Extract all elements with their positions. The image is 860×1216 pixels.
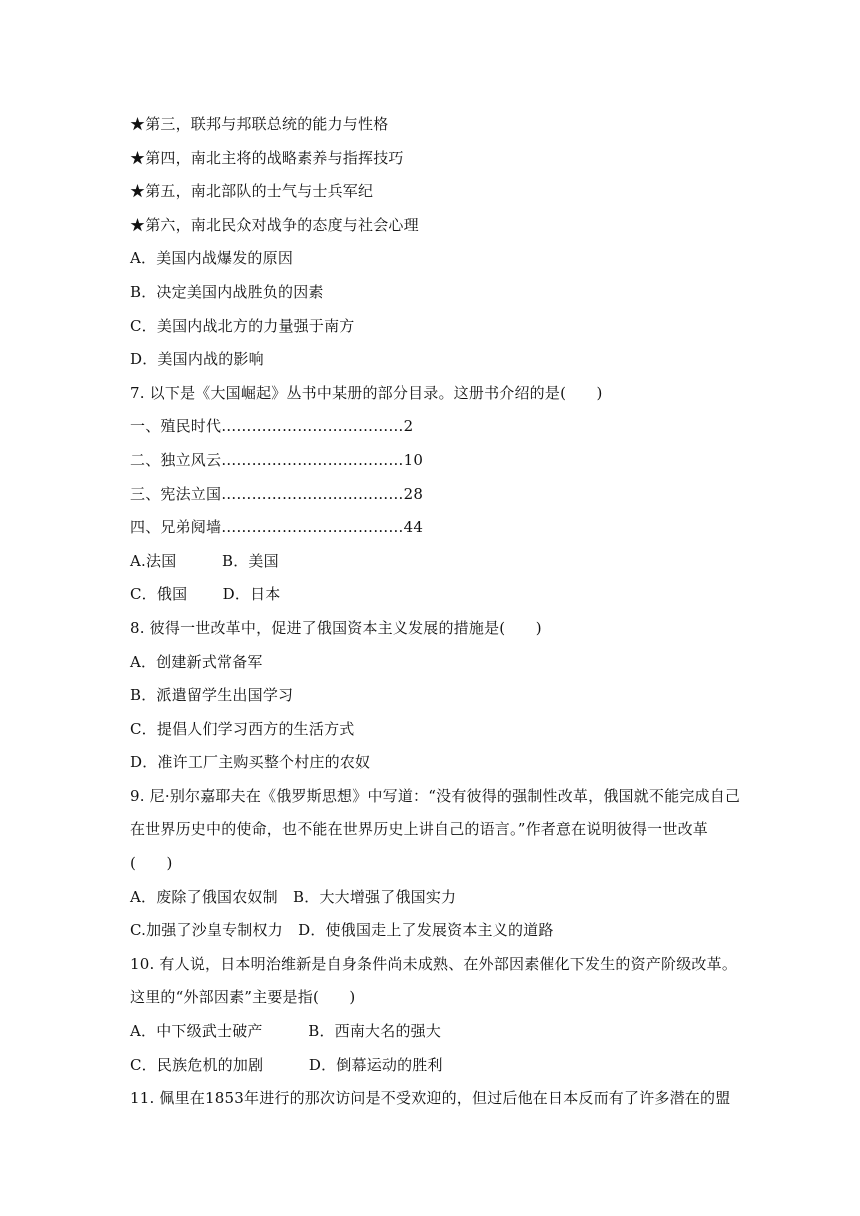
option-line: A．美国内战爆发的原因 — [130, 249, 294, 268]
toc-line: 一、殖民时代………………………………2 — [130, 417, 414, 436]
question-11: 11. 佩里在1853年进行的那次访问是不受欢迎的，但过后他在日本反而有了许多潜在的盟 — [130, 1089, 731, 1108]
option-line: C．民族危机的加剧 D．倒幕运动的胜利 — [130, 1055, 443, 1074]
question-10: 10. 有人说，日本明治维新是自身条件尚未成熟、在外部因素催化下发生的资产阶级改革。 — [130, 954, 738, 973]
text-line: ★第三，联邦与邦联总统的能力与性格 — [130, 115, 389, 133]
option-line: A．创建新式常备军 — [130, 652, 263, 671]
text-line: ★第四，南北主将的战略素养与指挥技巧 — [130, 148, 404, 167]
text-line: ★第五，南北部队的士气与士兵军纪 — [130, 182, 374, 201]
document-page — [130, 108, 741, 1116]
option-line: D．美国内战的影响 — [130, 350, 264, 369]
option-line: C．提倡人们学习西方的生活方式 — [130, 719, 355, 738]
option-line: C.加强了沙皇专制权力 D．使俄国走上了发展资本主义的道路 — [130, 921, 554, 940]
option-line: D．准许工厂主购买整个村庄的农奴 — [130, 753, 371, 772]
text-line: ★第六，南北民众对战争的态度与社会心理 — [130, 215, 419, 234]
question-8: 8. 彼得一世改革中，促进了俄国资本主义发展的措施是( ) — [130, 618, 542, 637]
option-line: A.法国 B．美国 — [130, 551, 279, 570]
option-line: A．中下级武士破产 B．西南大名的强大 — [130, 1022, 442, 1041]
option-line: B．决定美国内战胜负的因素 — [130, 282, 324, 301]
question-7: 7. 以下是《大国崛起》丛书中某册的部分目录。这册书介绍的是( ) — [130, 383, 603, 402]
question-9-cont: ( ) — [130, 854, 173, 873]
option-line: C．美国内战北方的力量强于南方 — [130, 316, 355, 335]
question-9-cont: 在世界历史中的使命，也不能在世界历史上讲自己的语言。”作者意在说明彼得一世改革 — [130, 820, 708, 839]
option-line: B．派遣留学生出国学习 — [130, 686, 294, 705]
toc-line: 三、宪法立国………………………………28 — [130, 484, 424, 503]
toc-line: 二、独立风云………………………………10 — [130, 450, 424, 469]
question-10-cont: 这里的“外部因素”主要是指( ) — [130, 988, 356, 1007]
option-line: C．俄国 D．日本 — [130, 585, 281, 604]
question-9: 9. 尼·别尔嘉耶夫在《俄罗斯思想》中写道：“没有彼得的强制性改革，俄国就不能完成自己 — [130, 786, 741, 805]
option-line: A．废除了俄国农奴制 B．大大增强了俄国实力 — [130, 887, 457, 906]
toc-line: 四、兄弟阋墙………………………………44 — [130, 518, 424, 537]
